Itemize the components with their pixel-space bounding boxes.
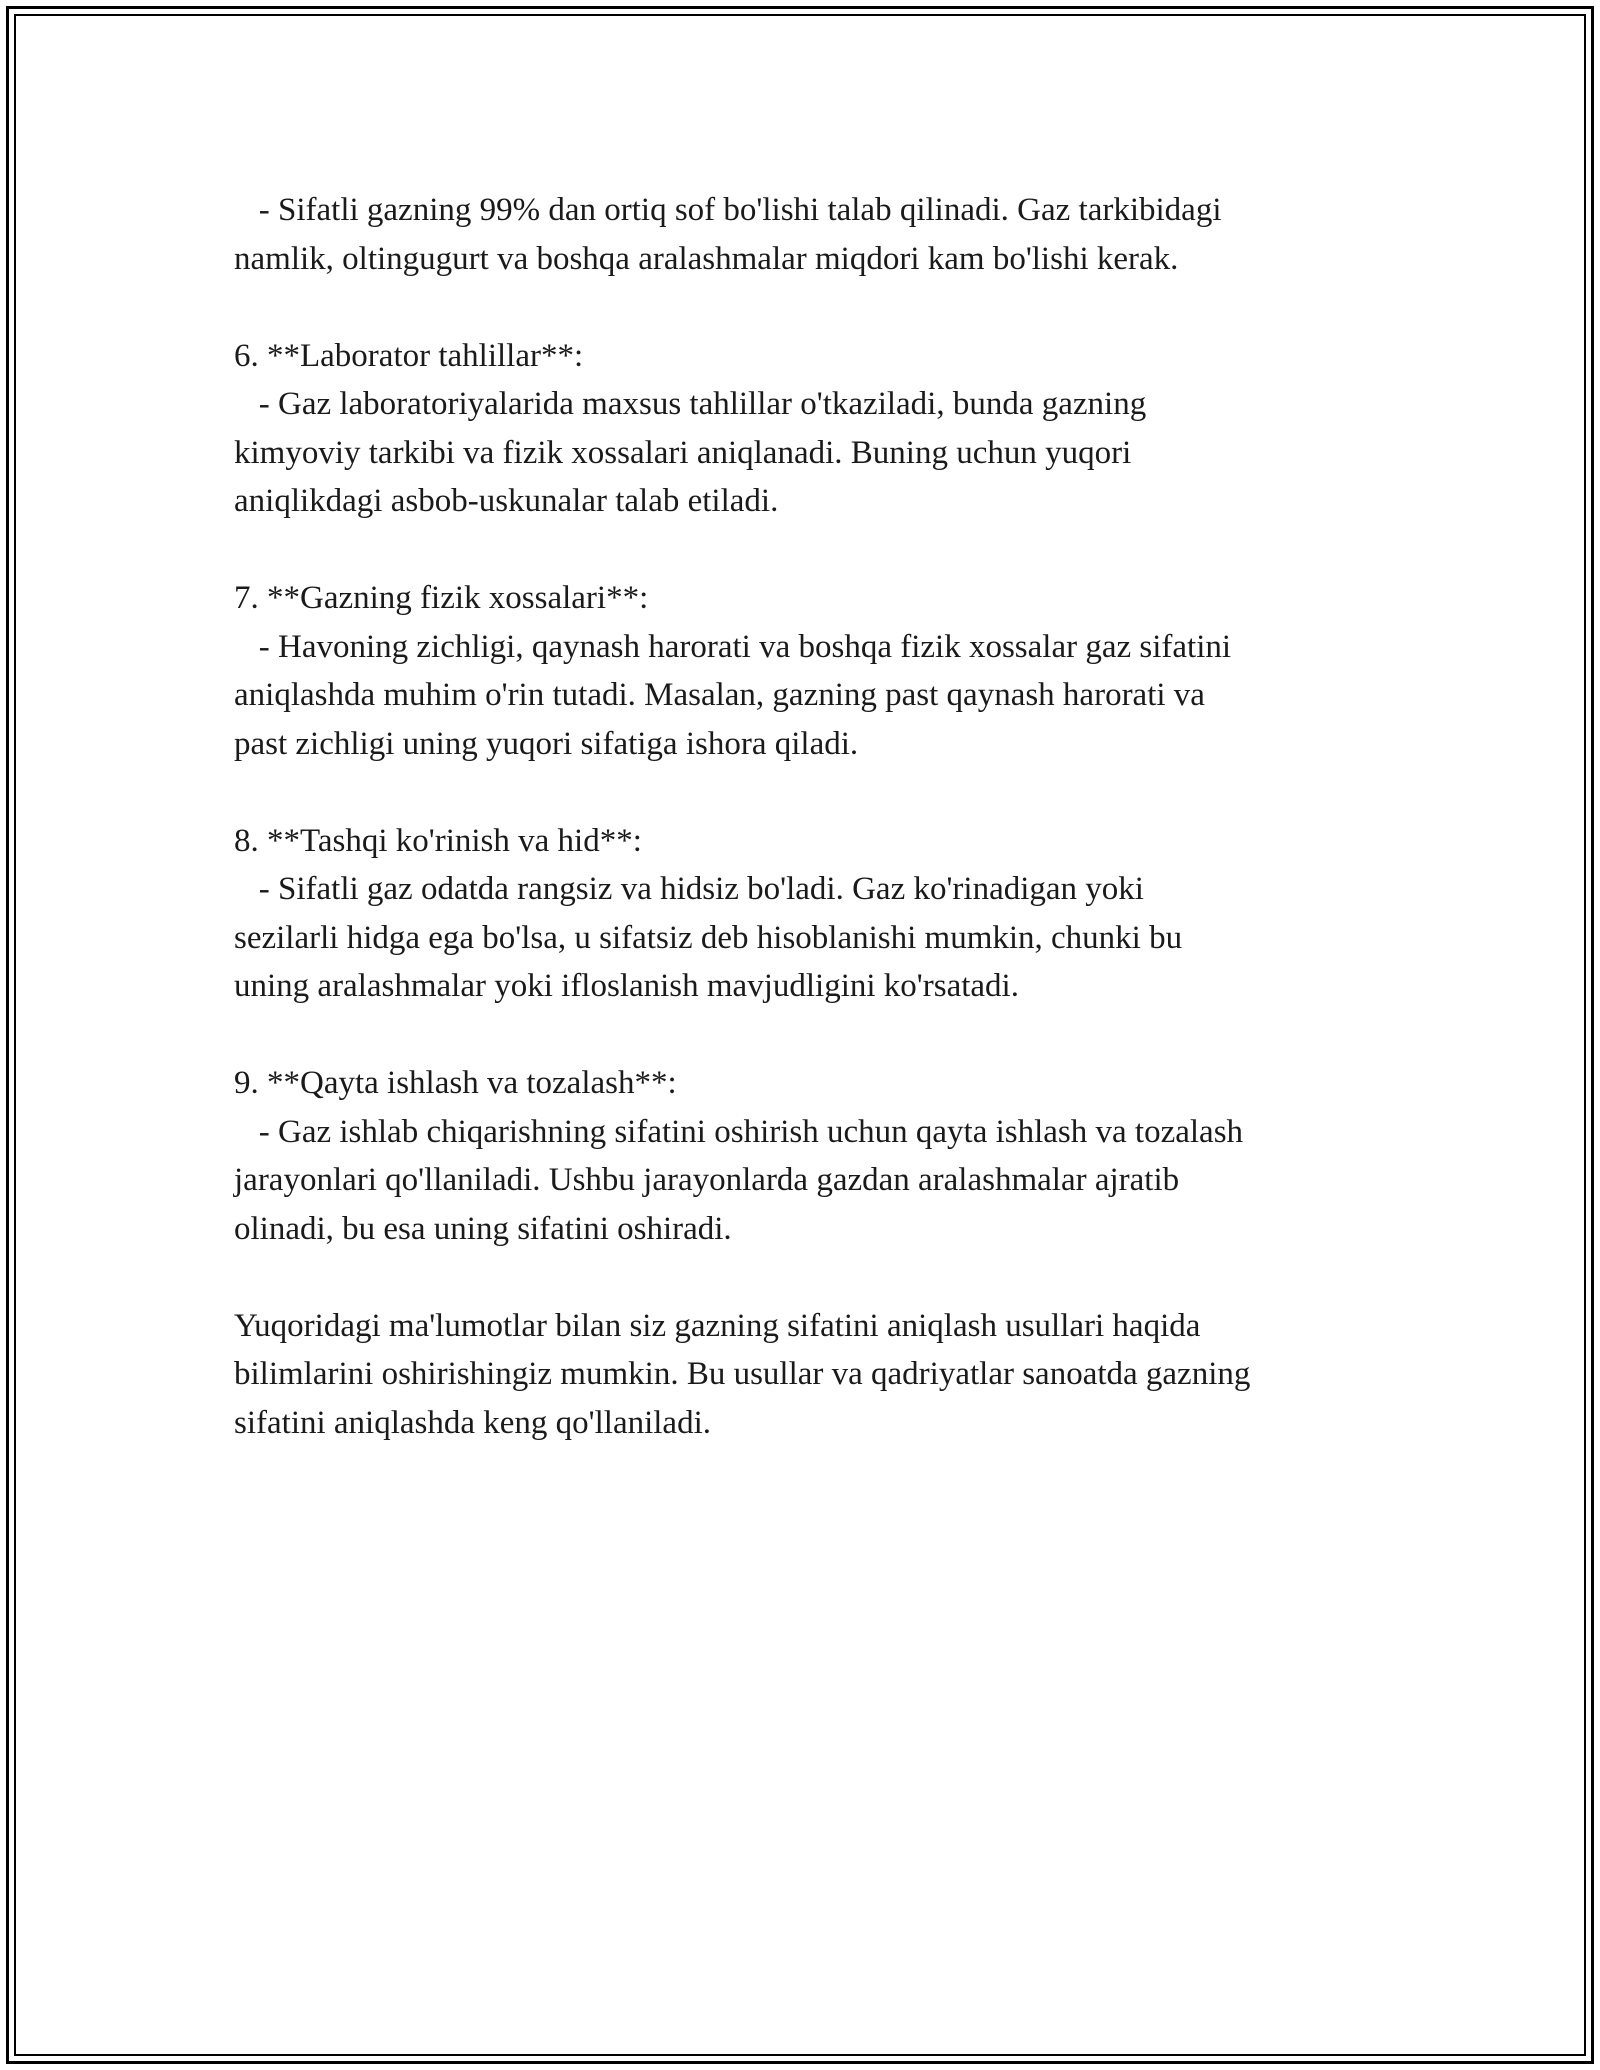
text-line: jarayonlari qo'llaniladi. Ushbu jarayonlarda gazdan aralashmalar ajratib xyxy=(234,1162,1180,1198)
text-line: olinadi, bu esa uning sifatini oshiradi. xyxy=(234,1210,732,1247)
section-heading: 8. **Tashqi ko'rinish va hid**: xyxy=(234,822,642,859)
conclusion-block xyxy=(234,1302,1384,1448)
text-line: - Havoning zichligi, qaynash harorati va boshqa fizik xossalar gaz sifatini xyxy=(234,628,1232,665)
paragraph-gap xyxy=(234,1253,1384,1302)
text-line: namlik, oltingugurt va boshqa aralashmalar miqdori kam bo'lishi kerak. xyxy=(234,240,1179,277)
paragraph-gap xyxy=(234,1011,1384,1060)
text-line: - Sifatli gaz odatda rangsiz va hidsiz bo'ladi. Gaz ko'rinadigan yoki xyxy=(234,871,1144,907)
section-6-block xyxy=(234,332,1384,526)
section-8-block xyxy=(234,817,1384,1011)
text-line: - Sifatli gazning 99% dan ortiq sof bo'lishi talab qilinadi. Gaz tarkibidagi xyxy=(234,192,1222,228)
section-9-block xyxy=(234,1059,1384,1253)
section-heading: 9. **Qayta ishlash va tozalash**: xyxy=(234,1065,677,1101)
text-line: past zichligi uning yuqori sifatiga ishora qiladi. xyxy=(234,725,859,762)
text-line: bilimlarini oshirishingiz mumkin. Bu usullar va qadriyatlar sanoatda gazning xyxy=(234,1356,1251,1392)
text-line: uning aralashmalar yoki ifloslanish mavjudligini ko'rsatadi. xyxy=(234,968,1019,1004)
text-line: - Gaz laboratoriyalarida maxsus tahlillar o'tkaziladi, bunda gazning xyxy=(234,386,1147,422)
document-body xyxy=(234,186,1384,1447)
text-line: sezilarli hidga ega bo'lsa, u sifatsiz deb hisoblanishi mumkin, chunki bu xyxy=(234,919,1183,956)
section-heading: 7. **Gazning fizik xossalari**: xyxy=(234,580,649,616)
text-line: aniqlikdagi asbob-uskunalar talab etiladi. xyxy=(234,483,779,519)
text-line: kimyoviy tarkibi va fizik xossalari aniqlanadi. Buning uchun yuqori xyxy=(234,434,1132,471)
section-7-block xyxy=(234,574,1384,768)
text-line: Yuqoridagi ma'lumotlar bilan siz gazning sifatini aniqlash usullari haqida xyxy=(234,1307,1201,1344)
text-line: - Gaz ishlab chiqarishning sifatini oshirish uchun qayta ishlash va tozalash xyxy=(234,1113,1244,1150)
paragraph-block xyxy=(234,186,1384,283)
paragraph-gap xyxy=(234,768,1384,817)
paragraph-gap xyxy=(234,283,1384,332)
text-line: aniqlashda muhim o'rin tutadi. Masalan, gazning past qaynash harorati va xyxy=(234,677,1205,713)
section-heading: 6. **Laborator tahlillar**: xyxy=(234,337,584,374)
paragraph-gap xyxy=(234,526,1384,575)
text-line: sifatini aniqlashda keng qo'llaniladi. xyxy=(234,1404,712,1441)
